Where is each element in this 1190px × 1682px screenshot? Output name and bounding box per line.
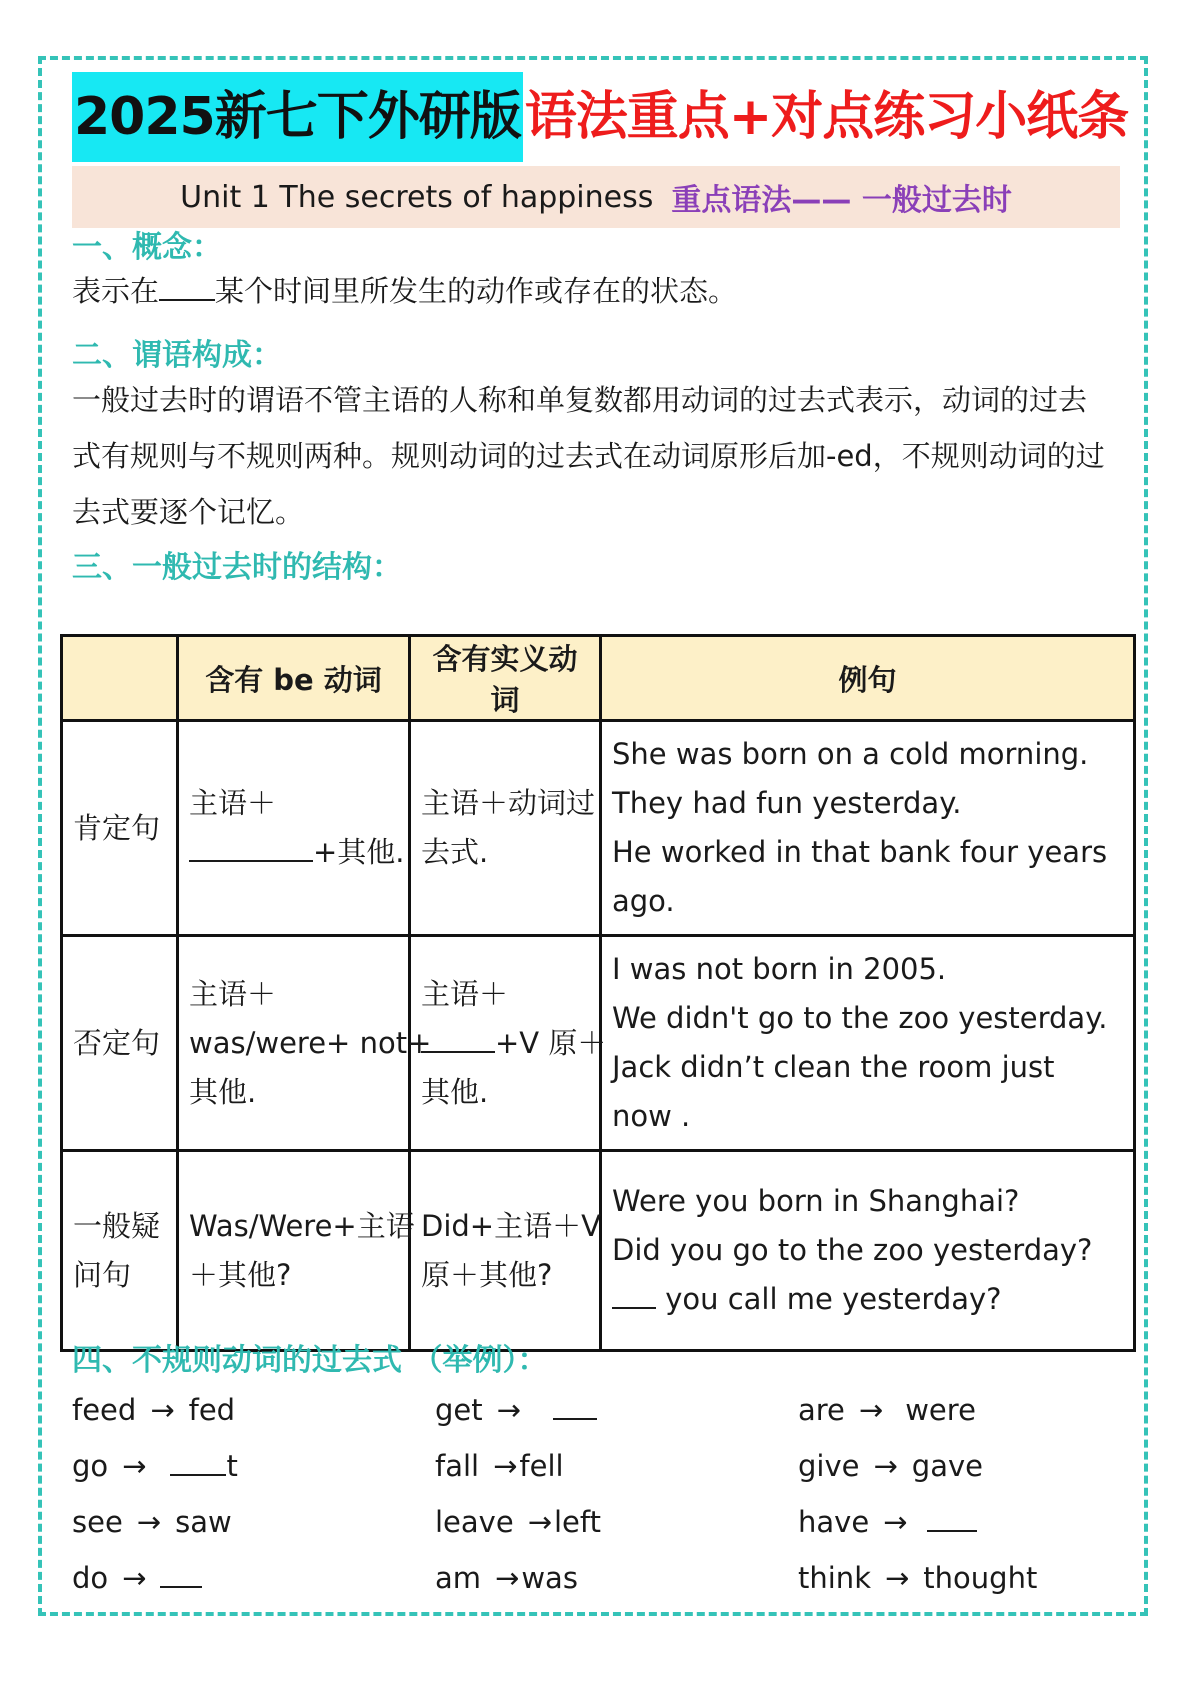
- arrow-right-icon: →: [883, 1505, 908, 1539]
- table-row-question: [62, 1151, 1135, 1351]
- concept-text: [72, 263, 737, 319]
- row-label: 肯定句: [62, 721, 178, 936]
- example-sentence: We didn't go to the zoo yesterday.: [612, 1001, 1108, 1035]
- table-row-affirmative: [62, 721, 1135, 936]
- action-verb-cell: [410, 936, 607, 1151]
- cell-line: 其他.: [189, 1074, 257, 1109]
- be-verb-cell: [178, 1151, 415, 1351]
- cell-line: 主语＋: [189, 786, 277, 820]
- table-header-examples: 例句: [601, 636, 1135, 721]
- page-title: [72, 72, 1128, 162]
- verb-base: feed: [72, 1393, 137, 1427]
- grammar-topic: 重点语法—— 一般过去时: [671, 183, 1012, 218]
- cell-line: was/were+ not+: [189, 1025, 432, 1060]
- verb-past: thought: [923, 1561, 1038, 1595]
- example-sentence: Did you go to the zoo yesterday?: [612, 1233, 1093, 1267]
- section-heading-structure: 三、一般过去时的结构：: [72, 550, 402, 585]
- paragraph-line: 一般过去时的谓语不管主语的人称和单复数都用动词的过去式表示，动词的过去: [72, 383, 1088, 417]
- predicate-paragraph: [72, 372, 1105, 540]
- example-sentence: He worked in that bank four years: [612, 835, 1108, 869]
- example-sentence: Jack didn’t clean the room just: [612, 1050, 1055, 1084]
- cell-line-with-blank: [421, 1019, 607, 1068]
- cell-line: 原＋其他?: [421, 1257, 553, 1292]
- example-text: you call me yesterday?: [665, 1282, 1002, 1316]
- paragraph-line: 去式要逐个记忆。: [72, 495, 305, 529]
- fill-in-blank: [927, 1506, 977, 1532]
- verb-past: were: [905, 1393, 976, 1427]
- verb-base: go: [72, 1449, 109, 1483]
- irregular-verb-item: [72, 1561, 202, 1595]
- irregular-verb-item: [798, 1505, 977, 1539]
- structure-table: [60, 634, 1136, 1352]
- verb-base: do: [72, 1561, 109, 1595]
- concept-text-after: 某个时间里所发生的动作或存在的状态。: [215, 274, 738, 308]
- verb-base: think: [798, 1561, 871, 1595]
- verb-base: are: [798, 1393, 845, 1427]
- cell-line: 主语＋: [421, 976, 509, 1011]
- table-header-row: [62, 636, 1135, 721]
- title-red-part: 语法重点+对点练习小纸条: [524, 87, 1129, 147]
- cell-line: 去式.: [421, 835, 489, 869]
- irregular-verb-item: [72, 1505, 232, 1539]
- irregular-verb-item: [798, 1393, 976, 1427]
- verb-past: left: [554, 1505, 601, 1539]
- arrow-right-icon: →: [884, 1561, 910, 1595]
- arrow-right-icon: →: [495, 1561, 520, 1595]
- verb-base: give: [798, 1449, 860, 1483]
- irregular-verb-item: [798, 1449, 983, 1483]
- verb-past: fed: [188, 1393, 236, 1427]
- verb-base: have: [798, 1505, 870, 1539]
- verb-base: get: [435, 1393, 483, 1427]
- fill-in-blank: [160, 1562, 202, 1588]
- arrow-right-icon: →: [136, 1505, 162, 1539]
- cell-line: ＋其他?: [189, 1257, 292, 1292]
- row-label: [62, 1151, 178, 1351]
- fill-in-blank: [159, 275, 215, 301]
- example-sentence: Were you born in Shanghai?: [612, 1184, 1020, 1218]
- examples-cell: [601, 721, 1135, 936]
- action-verb-cell: [410, 721, 601, 936]
- section-heading-predicate: 二、谓语构成：: [72, 338, 282, 373]
- row-label: 否定句: [62, 936, 178, 1151]
- table-row-negative: [62, 936, 1135, 1151]
- verb-base: leave: [435, 1505, 514, 1539]
- unit-title: Unit 1 The secrets of happiness: [180, 179, 654, 215]
- verb-past: gave: [911, 1449, 983, 1483]
- section-heading-irregular: 四、不规则动词的过去式 （举例）：: [72, 1343, 548, 1378]
- example-sentence: I was not born in 2005.: [612, 952, 947, 986]
- examples-cell: [601, 1151, 1135, 1351]
- cell-line: 主语＋: [189, 976, 277, 1011]
- cell-line: 主语＋动词过: [421, 786, 596, 820]
- cell-text: +其他.: [313, 835, 405, 869]
- table-header-blank: [62, 636, 178, 721]
- irregular-verb-item: [435, 1449, 564, 1483]
- arrow-right-icon: →: [150, 1393, 175, 1427]
- fill-in-blank: [189, 836, 313, 862]
- irregular-verb-item: [435, 1561, 578, 1595]
- arrow-right-icon: →: [122, 1561, 147, 1595]
- fill-in-blank: [553, 1394, 597, 1420]
- arrow-right-icon: →: [527, 1505, 552, 1539]
- row-label-line: 问句: [73, 1257, 132, 1292]
- verb-base: am: [435, 1561, 482, 1595]
- verb-past: was: [521, 1561, 578, 1595]
- irregular-verb-item: [435, 1393, 597, 1427]
- verb-past: t: [226, 1449, 238, 1483]
- section-heading-concept: 一、概念：: [72, 230, 222, 265]
- arrow-right-icon: →: [122, 1449, 147, 1483]
- example-sentence-with-blank: [612, 1275, 1123, 1324]
- be-verb-cell: [178, 721, 410, 936]
- concept-text-before: 表示在: [72, 274, 160, 308]
- verb-base: see: [72, 1505, 123, 1539]
- verb-past: saw: [175, 1505, 232, 1539]
- cell-line-with-blank: [189, 828, 405, 877]
- cell-line: Was/Were+主语: [189, 1208, 415, 1243]
- table-header-action-verb: 含有实义动词: [410, 636, 601, 721]
- paragraph-line: 式有规则与不规则两种。规则动词的过去式在动词原形后加-ed，不规则动词的过: [72, 439, 1105, 473]
- title-highlight-part: 2025新七下外研版: [72, 72, 523, 162]
- irregular-verb-item: [72, 1393, 235, 1427]
- fill-in-blank: [170, 1450, 226, 1476]
- row-label-line: 一般疑: [73, 1208, 161, 1243]
- example-sentence: ago.: [612, 884, 675, 918]
- irregular-verb-item: [72, 1449, 238, 1483]
- arrow-right-icon: →: [873, 1449, 898, 1483]
- example-sentence: now .: [612, 1099, 691, 1133]
- fill-in-blank: [612, 1283, 656, 1309]
- cell-text: +V 原＋: [495, 1025, 607, 1060]
- arrow-right-icon: →: [858, 1393, 884, 1427]
- verb-base: fall: [435, 1449, 480, 1483]
- cell-line: 其他.: [421, 1074, 489, 1109]
- verb-past: fell: [519, 1449, 564, 1483]
- examples-cell: [601, 936, 1135, 1151]
- arrow-right-icon: →: [496, 1393, 521, 1427]
- irregular-verb-item: [435, 1505, 601, 1539]
- fill-in-blank: [421, 1027, 495, 1053]
- cell-line: Did+主语＋V: [421, 1208, 601, 1243]
- arrow-right-icon: →: [493, 1449, 518, 1483]
- example-sentence: She was born on a cold morning.: [612, 737, 1089, 771]
- action-verb-cell: [410, 1151, 601, 1351]
- unit-subtitle-banner: [72, 166, 1120, 228]
- table-header-be-verb: 含有 be 动词: [178, 636, 410, 721]
- irregular-verb-item: [798, 1561, 1037, 1595]
- be-verb-cell: [178, 936, 432, 1151]
- example-sentence: They had fun yesterday.: [612, 786, 962, 820]
